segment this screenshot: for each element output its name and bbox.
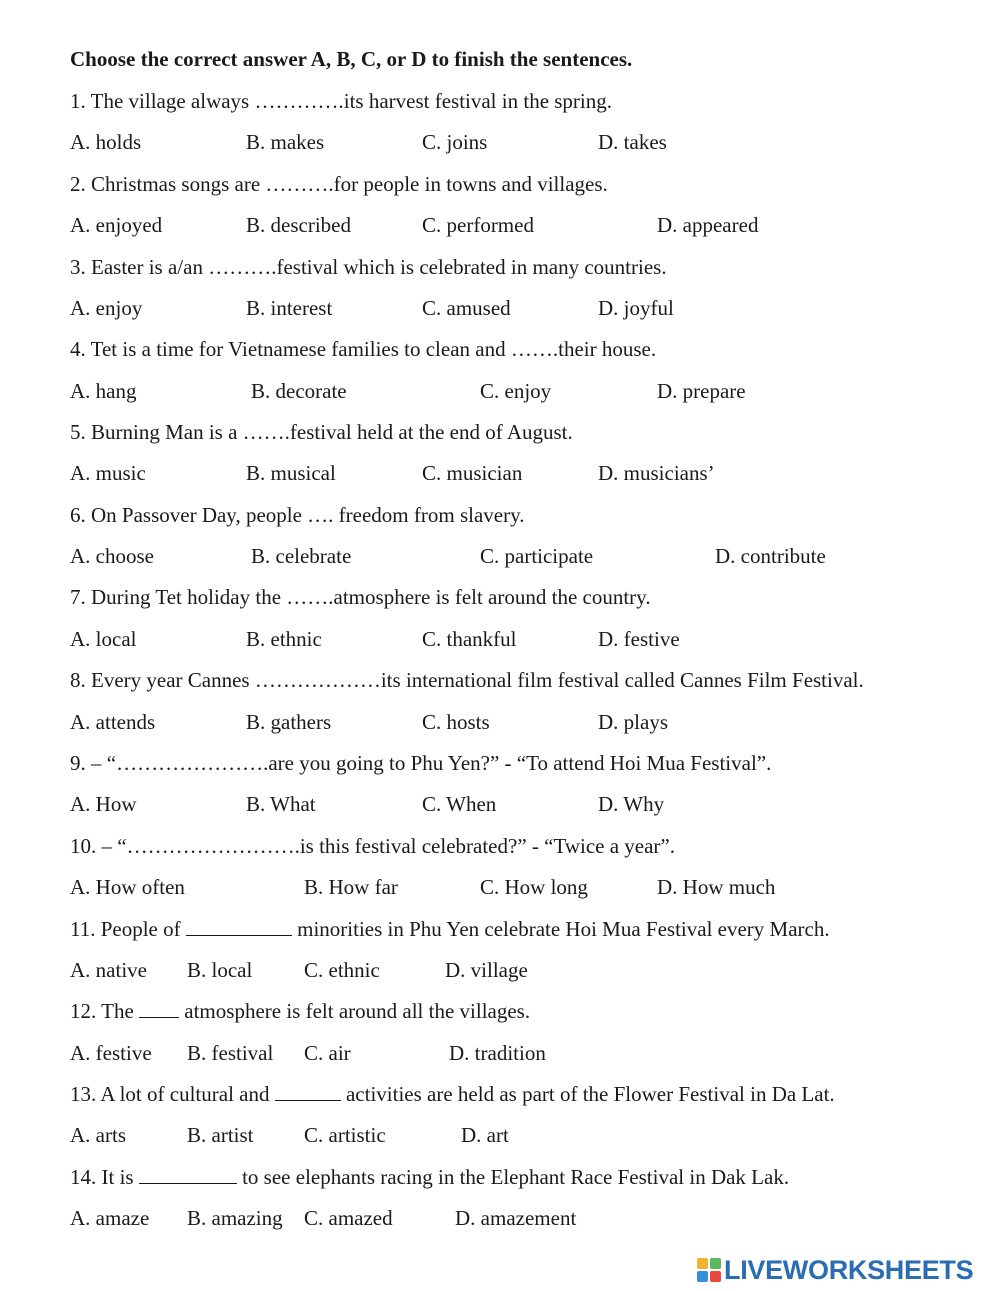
option-14b[interactable]: B. amazing — [187, 1206, 283, 1230]
option-8a[interactable]: A. attends — [70, 710, 156, 734]
option-6c[interactable]: C. participate — [480, 544, 594, 568]
option-14c[interactable]: C. amazed — [304, 1206, 393, 1230]
option-11d[interactable]: D. village — [445, 958, 528, 982]
option-14a[interactable]: A. amaze — [70, 1206, 150, 1230]
option-2d[interactable]: D. appeared — [657, 213, 759, 237]
option-2b[interactable]: B. described — [246, 213, 351, 237]
option-4b[interactable]: B. decorate — [251, 379, 347, 403]
option-6a[interactable]: A. choose — [70, 544, 154, 568]
question-12-text-post: atmosphere is felt around all the villages. — [184, 999, 531, 1023]
option-12a[interactable]: A. festive — [70, 1041, 152, 1065]
liveworksheets-logo-icon — [697, 1258, 721, 1282]
answer-blank-12[interactable] — [139, 998, 179, 1018]
question-4: 4. Tet is a time for Vietnamese families to clean and …….their house. — [70, 337, 657, 361]
option-5d[interactable]: D. musicians’ — [598, 461, 715, 485]
option-11a[interactable]: A. native — [70, 958, 147, 982]
option-11c[interactable]: C. ethnic — [304, 958, 380, 982]
option-6b[interactable]: B. celebrate — [251, 544, 352, 568]
option-1d[interactable]: D. takes — [598, 130, 667, 154]
question-3: 3. Easter is a/an ……….festival which is celebrated in many countries. — [70, 255, 667, 279]
option-9c[interactable]: C. When — [422, 792, 497, 816]
option-4d[interactable]: D. prepare — [657, 379, 746, 403]
question-14-text-post: to see elephants racing in the Elephant Race Festival in Dak Lak. — [242, 1165, 790, 1189]
question-6: 6. On Passover Day, people …. freedom from slavery. — [70, 503, 525, 527]
option-10b[interactable]: B. How far — [304, 875, 398, 899]
option-5a[interactable]: A. music — [70, 461, 146, 485]
option-7c[interactable]: C. thankful — [422, 627, 517, 651]
option-13c[interactable]: C. artistic — [304, 1123, 386, 1147]
option-13b[interactable]: B. artist — [187, 1123, 254, 1147]
answer-blank-13[interactable] — [275, 1081, 341, 1101]
question-11-text-post: minorities in Phu Yen celebrate Hoi Mua Festival every March. — [297, 917, 830, 941]
option-7b[interactable]: B. ethnic — [246, 627, 322, 651]
question-14-text-pre: 14. It is — [70, 1165, 134, 1189]
option-1a[interactable]: A. holds — [70, 130, 142, 154]
question-2: 2. Christmas songs are ……….for people in towns and villages. — [70, 172, 608, 196]
instructions-heading: Choose the correct answer A, B, C, or D to finish the sentences. — [70, 47, 633, 71]
question-13-text-post: activities are held as part of the Flower Festival in Da Lat. — [345, 1082, 835, 1106]
option-2c[interactable]: C. performed — [422, 213, 534, 237]
option-12b[interactable]: B. festival — [187, 1041, 274, 1065]
option-3c[interactable]: C. amused — [422, 296, 511, 320]
option-1c[interactable]: C. joins — [422, 130, 488, 154]
option-10c[interactable]: C. How long — [480, 875, 588, 899]
liveworksheets-wordmark: LIVEWORKSHEETS — [724, 1254, 974, 1285]
question-12 — [70, 998, 530, 1024]
answer-blank-11[interactable] — [186, 916, 292, 936]
option-6d[interactable]: D. contribute — [715, 544, 826, 568]
option-3a[interactable]: A. enjoy — [70, 296, 143, 320]
question-9: 9. – “………………….are you going to Phu Yen?” - “To attend Hoi Mua Festival”. — [70, 751, 772, 775]
answer-blank-14[interactable] — [139, 1164, 237, 1184]
option-1b[interactable]: B. makes — [246, 130, 325, 154]
option-3b[interactable]: B. interest — [246, 296, 333, 320]
question-13-text-pre: 13. A lot of cultural and — [70, 1082, 270, 1106]
option-8b[interactable]: B. gathers — [246, 710, 332, 734]
question-12-text-pre: 12. The — [70, 999, 134, 1023]
logo-square — [710, 1258, 721, 1269]
logo-square — [697, 1258, 708, 1269]
option-9d[interactable]: D. Why — [598, 792, 665, 816]
question-8: 8. Every year Cannes ………………its international film festival called Cannes Film Festival. — [70, 668, 864, 692]
question-10: 10. – “…………………….is this festival celebrated?” - “Twice a year”. — [70, 834, 675, 858]
option-3d[interactable]: D. joyful — [598, 296, 674, 320]
question-1: 1. The village always ………….its harvest festival in the spring. — [70, 89, 613, 113]
question-14 — [70, 1164, 789, 1190]
option-7a[interactable]: A. local — [70, 627, 137, 651]
option-2a[interactable]: A. enjoyed — [70, 213, 163, 237]
option-9b[interactable]: B. What — [246, 792, 316, 816]
question-7: 7. During Tet holiday the …….atmosphere is felt around the country. — [70, 585, 651, 609]
option-4a[interactable]: A. hang — [70, 379, 137, 403]
option-7d[interactable]: D. festive — [598, 627, 680, 651]
option-5c[interactable]: C. musician — [422, 461, 523, 485]
option-9a[interactable]: A. How — [70, 792, 137, 816]
question-11-text-pre: 11. People of — [70, 917, 181, 941]
option-8c[interactable]: C. hosts — [422, 710, 490, 734]
option-10a[interactable]: A. How often — [70, 875, 185, 899]
option-10d[interactable]: D. How much — [657, 875, 776, 899]
option-11b[interactable]: B. local — [187, 958, 253, 982]
question-5: 5. Burning Man is a …….festival held at the end of August. — [70, 420, 573, 444]
option-14d[interactable]: D. amazement — [455, 1206, 577, 1230]
question-13 — [70, 1081, 835, 1107]
option-13a[interactable]: A. arts — [70, 1123, 126, 1147]
option-12c[interactable]: C. air — [304, 1041, 351, 1065]
option-13d[interactable]: D. art — [461, 1123, 509, 1147]
option-5b[interactable]: B. musical — [246, 461, 336, 485]
logo-square — [710, 1271, 721, 1282]
liveworksheets-footer[interactable] — [697, 1253, 997, 1287]
question-11 — [70, 916, 830, 942]
option-4c[interactable]: C. enjoy — [480, 379, 552, 403]
option-8d[interactable]: D. plays — [598, 710, 668, 734]
logo-square — [697, 1271, 708, 1282]
option-12d[interactable]: D. tradition — [449, 1041, 546, 1065]
